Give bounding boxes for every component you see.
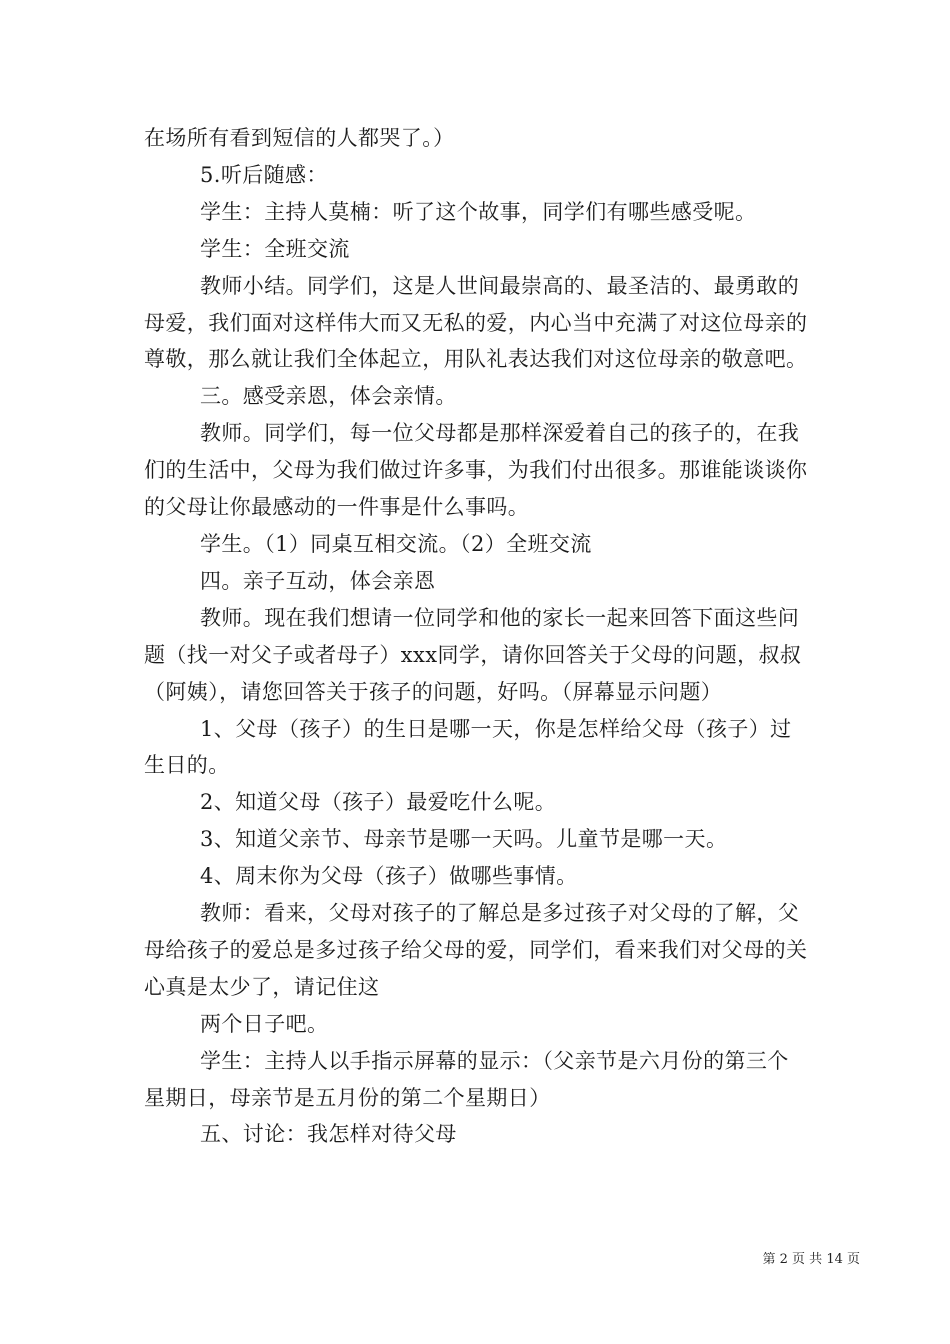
paragraph: 在场所有看到短信的人都哭了。） bbox=[144, 126, 455, 150]
paragraph: 教师：看来，父母对孩子的了解总是多过孩子对父母的了解，父母给孩子的爱总是多过孩子给父母的爱，同学们，看来我们对父母的关心真是太少了，请记住这 bbox=[144, 901, 808, 999]
paragraph: 两个日子吧。 bbox=[200, 1011, 329, 1036]
paragraph: 五、讨论：我怎样对待父母 bbox=[200, 1122, 457, 1147]
paragraph: 3、知道父亲节、母亲节是哪一天吗。儿童节是哪一天。 bbox=[200, 827, 728, 852]
paragraph: 教师。同学们，每一位父母都是那样深爱着自己的孩子的，在我们的生活中，父母为我们做过许多事，为我们付出很多。那谁能谈谈你的父母让你最感动的一件事是什么事吗。 bbox=[144, 421, 808, 520]
paragraph: 教师。现在我们想请一位同学和他的家长一起来回答下面这些问题（找一对父子或者母子）xxx同学，请你回答关于父母的问题，叔叔（阿姨），请您回答关于孩子的问题，好吗。（屏幕显示问题） bbox=[144, 605, 802, 704]
paragraph: 学生：全班交流 bbox=[200, 236, 350, 261]
paragraph: 学生：主持人莫楠：听了这个故事，同学们有哪些感受呢。 bbox=[200, 199, 757, 224]
document-body bbox=[144, 120, 810, 1153]
paragraph: 5.听后随感： bbox=[200, 162, 328, 187]
paragraph: 1、父母（孩子）的生日是哪一天，你是怎样给父母（孩子）过生日的。 bbox=[144, 716, 792, 778]
paragraph: 学生。（1）同桌互相交流。（2）全班交流 bbox=[200, 531, 592, 556]
paragraph: 教师小结。同学们，这是人世间最崇高的、最圣洁的、最勇敢的母爱，我们面对这样伟大而又无私的爱，内心当中充满了对这位母亲的尊敬，那么就让我们全体起立，用队礼表达我们对这位母亲的敬意吧。 bbox=[144, 273, 808, 372]
paragraph: 学生：主持人以手指示屏幕的显示：（父亲节是六月份的第三个星期日，母亲节是五月份的第二个星期日） bbox=[144, 1048, 789, 1110]
paragraph: 四。亲子互动，体会亲恩 bbox=[200, 568, 436, 593]
paragraph: 2、知道父母（孩子）最爱吃什么呢。 bbox=[200, 790, 557, 815]
paragraph: 三。感受亲恩，体会亲情。 bbox=[200, 384, 457, 409]
page-number-footer: 第 2 页 共 14 页 bbox=[762, 1252, 860, 1267]
paragraph: 4、周末你为父母（孩子）做哪些事情。 bbox=[200, 864, 578, 889]
